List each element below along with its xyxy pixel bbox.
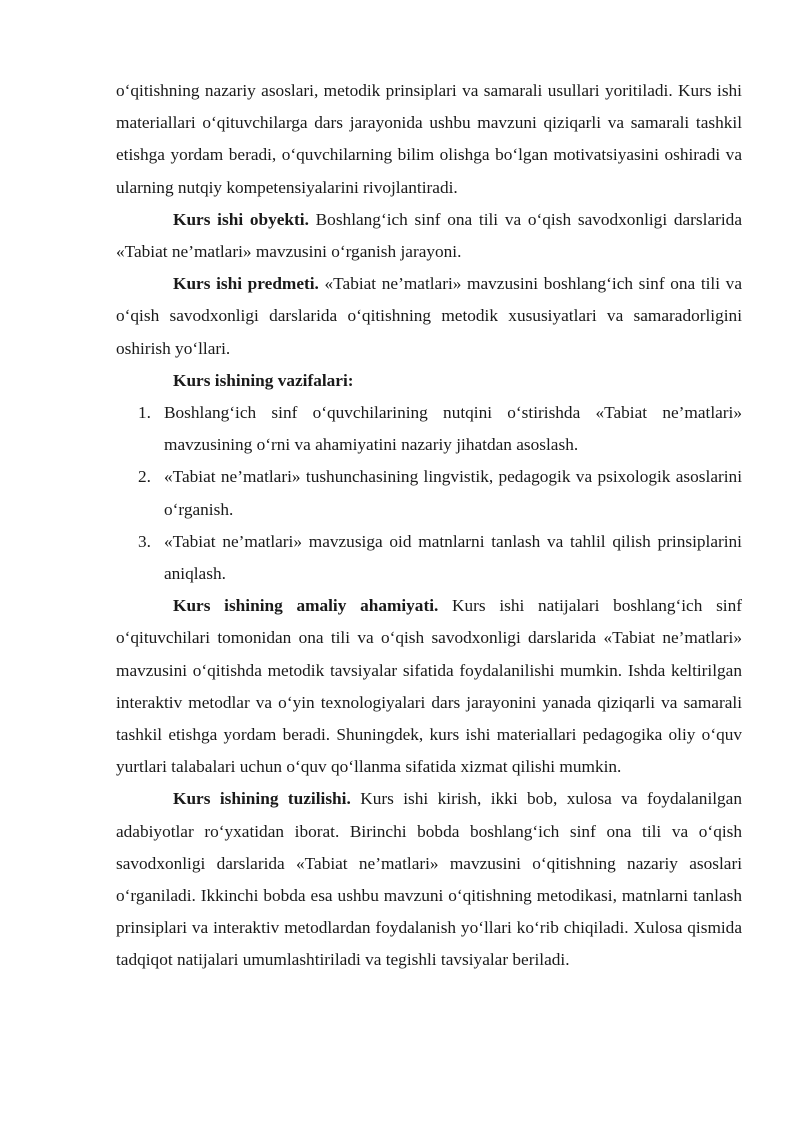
object-text: Boshlang‘ich sinf ona tili va o‘qish savodxonligi darslarida «Tabiat ne’matlari» mavzusini o‘rganish jarayoni. — [116, 209, 742, 262]
structure-text: Kurs ishi kirish, ikki bob, xulosa va foydalanilgan adabiyotlar ro‘yxatidan iborat. Birinchi bobda boshlang‘ich sinf ona tili va o‘qish savodxonligi darslarida «Tabiat ne’matlari» mavzusini o‘qitishning nazariy asoslari o‘rganiladi. Ikkinchi bobda esa ushbu mavzuni o‘qitishning metodikasi, matnlarni tanlash prinsiplari va interaktiv metodlardan foydalanish yo‘llari ko‘rib chiqiladi. Xulosa qismida tadqiqot natijalari umumlashtiriladi va tegishli tavsiyalar beriladi. — [116, 789, 742, 970]
subject-label: Kurs ishi predmeti. — [173, 274, 319, 294]
list-item — [116, 526, 742, 590]
list-item-number: 2. — [138, 467, 151, 487]
list-item — [116, 461, 742, 525]
document-page — [116, 75, 742, 977]
list-item-text: Boshlang‘ich sinf o‘quvchilarining nutqini o‘stirishda «Tabiat ne’matlari» mavzusining o‘rni va ahamiyatini nazariy jihatdan asoslash. — [164, 403, 742, 455]
list-item-number: 1. — [138, 403, 151, 423]
tasks-list — [116, 397, 742, 590]
practical-paragraph — [116, 590, 742, 783]
tasks-heading: Kurs ishining vazifalari: — [173, 370, 354, 390]
list-item-text: «Tabiat ne’matlari» mavzusiga oid matnlarni tanlash va tahlil qilish prinsiplarini aniqlash. — [164, 531, 742, 584]
list-item-number: 3. — [138, 531, 151, 551]
intro-paragraph: o‘qitishning nazariy asoslari, metodik prinsiplari va samarali usullari yoritiladi. Kurs ishi materiallari o‘qituvchilarga dars jarayonida ushbu mavzuni qiziqarli va samarali tashkil etishga yordam beradi, o‘quvchilarning bilim olishga bo‘lgan motivatsiyasini oshiradi va ularning nutqiy kompetensiyalarini rivojlantiradi. — [116, 81, 742, 197]
practical-label: Kurs ishining amaliy ahamiyati. — [173, 596, 439, 616]
subject-text: «Tabiat ne’matlari» mavzusini boshlang‘ich sinf ona tili va o‘qish savodxonligi darslarida o‘qitishning metodik xususiyatlari va samaradorligini oshirish yo‘llari. — [116, 274, 742, 358]
list-item — [116, 397, 742, 461]
list-item-text: «Tabiat ne’matlari» tushunchasining lingvistik, pedagogik va psixologik asoslarini o‘rganish. — [164, 467, 742, 519]
object-paragraph — [116, 204, 742, 268]
practical-text: Kurs ishi natijalari boshlang‘ich sinf o‘qituvchilari tomonidan ona tili va o‘qish savodxonligi darslarida «Tabiat ne’matlari» mavzusini o‘qitishda metodik tavsiyalar sifatida foydalanilishi mumkin. Ishda keltirilgan interaktiv metodlar va o‘yin texnologiyalari dars jarayonini yanada qiziqarli va samarali tashkil etishga yordam beradi. Shuningdek, kurs ishi materiallari pedagogika oliy o‘quv yurtlari talabalari uchun o‘quv qo‘llanma sifatida xizmat qilishi mumkin. — [116, 596, 742, 777]
object-label: Kurs ishi obyekti. — [173, 209, 309, 229]
structure-paragraph — [116, 783, 742, 976]
structure-label: Kurs ishining tuzilishi. — [173, 789, 351, 809]
subject-paragraph — [116, 268, 742, 365]
